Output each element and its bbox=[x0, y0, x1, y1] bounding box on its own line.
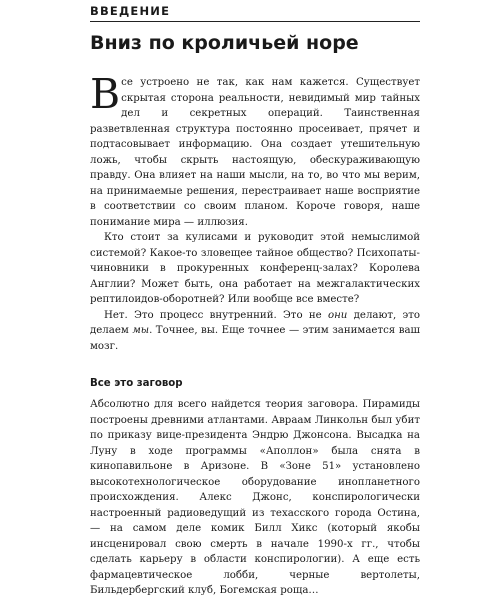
p3-part-b: делают, это делаем bbox=[90, 309, 420, 336]
section-paragraph-1: Абсолютно для всего найдется теория заговора. Пирамиды построены древними атлантами. Авраам Линкольн был убит по приказу вице-президента Эндрю Джонсона. Высадка на Луну в ходе программы «Аполлон» была снята в кинопавильоне в Аризоне. В «Зоне 51» установлено высокотехнологическое оборудование инопланетного происхождения. Алекс Джонс, конспирологически настроенный радиоведущий из техасского города Остина, — на самом деле комик Билл Хикс (который якобы инсценировал свою смерть в начале 1990-х гг., чтобы сделать карьеру в области конспирологии). А еще есть фармацевтическое лобби, черные вертолеты, Бильдербергский клуб, Богемская роща… bbox=[90, 399, 420, 596]
section-heading: Все это заговор bbox=[90, 378, 183, 389]
p3-emphasis-we: мы bbox=[132, 325, 150, 336]
section-label: ВВЕДЕНИЕ bbox=[90, 4, 171, 18]
p3-part-a: Нет. Это процесс внутренний. Это не bbox=[104, 309, 328, 321]
intro-paragraph-3 bbox=[90, 308, 420, 355]
chapter-title: Вниз по кроличьей норе bbox=[90, 32, 359, 54]
book-page bbox=[90, 0, 420, 599]
header-divider bbox=[90, 21, 420, 22]
p3-part-c: . Точнее, вы. Еще точнее — этим занимается ваш мозг. bbox=[90, 325, 420, 352]
intro-paragraph-1 bbox=[90, 70, 420, 230]
intro-paragraph-1-text: се устроено не так, как нам кажется. Существует скрытая сторона реальности, невидимый мир тайных дел и секретных операций. Таинственная разветвленная структура постоянно просеивает, прячет и подтасовывает информацию. Она создает утешительную ложь, чтобы скрыть настоящую, обескураживающую правду. Она влияет на наши мысли, на то, во что мы верим, на принимаемые решения, перестраивает наше восприятие в соответствии со своим планом. Короче говоря, наше понимание мира — иллюзия. bbox=[90, 77, 420, 228]
intro-paragraph-2: Кто стоит за кулисами и руководит этой немыслимой системой? Какое-то зловещее тайное общество? Психопаты-чиновники в прокуренных конференц-залах? Королева Англии? Может быть, она работает на межгалактических рептилоидов-оборотней? Или вообще все вместе? bbox=[90, 232, 420, 305]
p3-emphasis-they: они bbox=[327, 309, 348, 321]
drop-cap-letter: В bbox=[90, 70, 121, 118]
